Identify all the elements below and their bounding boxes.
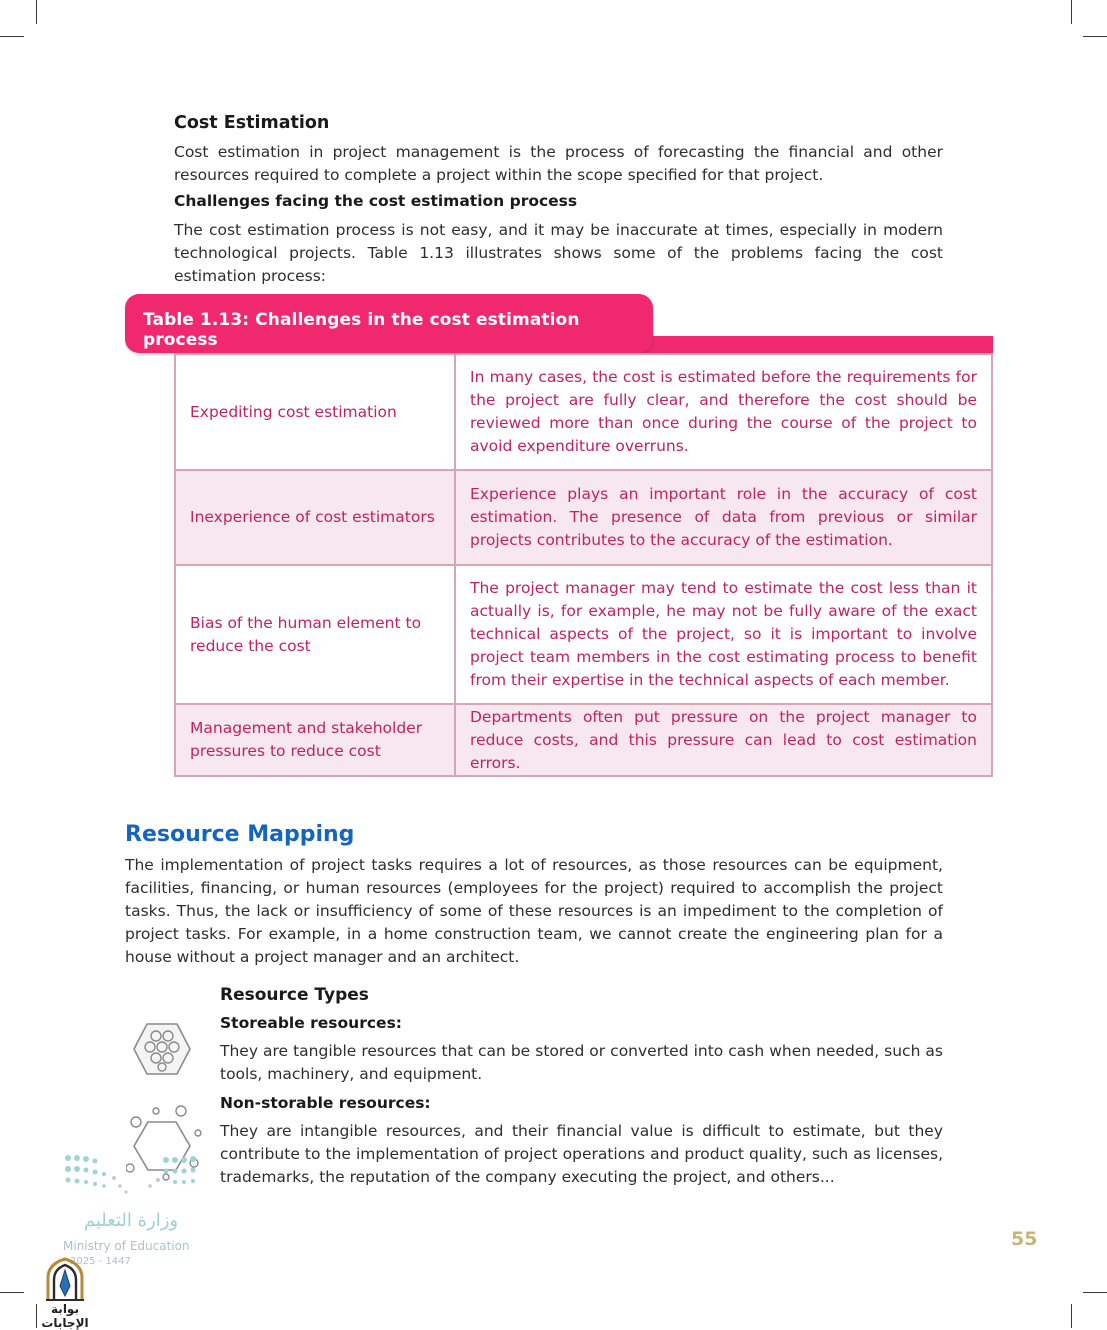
ministry-logo-dots-icon xyxy=(62,1152,202,1198)
portal-label: بوابة الإجابات xyxy=(41,1302,89,1330)
ministry-name-english: Ministry of Education xyxy=(63,1239,190,1253)
crop-mark xyxy=(1083,36,1107,37)
ministry-name-arabic: وزارة التعليم xyxy=(83,1210,179,1231)
resource-types-heading: Resource Types xyxy=(220,985,369,1005)
table-cell-description: The project manager may tend to estimate the cost less than it actually is, for example, he may not be fully aware of the exact technical aspects of the project, so it is important to involve project team members in the cost estimating process to benefit from their expertise in the technical aspects of each member. xyxy=(455,565,992,704)
table-row xyxy=(175,704,992,776)
storeable-heading: Storeable resources: xyxy=(220,1014,402,1032)
ministry-year: 2025 - 1447 xyxy=(70,1256,131,1267)
challenges-heading: Challenges facing the cost estimation process xyxy=(174,192,578,210)
crop-mark xyxy=(1071,0,1072,24)
resource-mapping-title: Resource Mapping xyxy=(125,822,355,847)
nonstorable-body: They are intangible resources, and their financial value is difficult to estimate, but they contribute to the implementation of project operations and product quality, such as licenses, trademarks, the reputation of the company executing the project, and others... xyxy=(220,1122,943,1186)
challenges-intro: The cost estimation process is not easy, and it may be inaccurate at times, especially in modern technological projects. Table 1.13 illustrates shows some of the problems facing the cost estimation process: xyxy=(174,221,943,285)
hexagon-cells-icon xyxy=(132,1022,192,1076)
page-number: 55 xyxy=(1011,1228,1038,1250)
challenges-table xyxy=(174,353,993,777)
table-cell-challenge: Bias of the human element to reduce the cost xyxy=(175,565,455,704)
table-cell-challenge: Management and stakeholder pressures to reduce cost xyxy=(175,704,455,776)
table-row xyxy=(175,354,992,470)
table-row xyxy=(175,565,992,704)
table-cell-challenge: Inexperience of cost estimators xyxy=(175,470,455,565)
storeable-body: They are tangible resources that can be stored or converted into cash when needed, such as tools, machinery, and equipment. xyxy=(220,1042,943,1083)
crop-mark xyxy=(36,0,37,24)
cost-estimation-intro: Cost estimation in project management is the process of forecasting the financial and other resources required to complete a project within the scope specified for that project. xyxy=(174,143,943,184)
table-header-strip xyxy=(640,336,993,353)
nonstorable-heading: Non-storable resources: xyxy=(220,1094,431,1112)
crop-mark xyxy=(1083,1292,1107,1293)
table-cell-challenge: Expediting cost estimation xyxy=(175,354,455,470)
crop-mark xyxy=(0,1292,24,1293)
cost-estimation-title: Cost Estimation xyxy=(174,113,330,133)
table-cell-description: Departments often put pressure on the project manager to reduce costs, and this pressure can lead to cost estimation errors. xyxy=(455,704,992,776)
crop-mark xyxy=(1071,1304,1072,1328)
portal-logo-icon xyxy=(44,1256,86,1302)
table-cell-description: In many cases, the cost is estimated before the requirements for the project are fully clear, and therefore the cost should be reviewed more than once during the course of the project to avoid expenditure overruns. xyxy=(455,354,992,470)
resource-mapping-body: The implementation of project tasks requires a lot of resources, as those resources can be equipment, facilities, financing, or human resources (employees for the project) required to accomplish the project tasks. Thus, the lack or insufficiency of some of these resources is an impediment to the completion of project tasks. For example, in a home construction team, we cannot create the engineering plan for a house without a project manager and an architect. xyxy=(125,856,943,966)
crop-mark xyxy=(0,36,24,37)
table-caption: Table 1.13: Challenges in the cost estimation process xyxy=(143,310,580,350)
table-caption-box xyxy=(125,294,653,353)
table-cell-description: Experience plays an important role in the accuracy of cost estimation. The presence of data from previous or similar projects contributes to the accuracy of the estimation. xyxy=(455,470,992,565)
table-row xyxy=(175,470,992,565)
